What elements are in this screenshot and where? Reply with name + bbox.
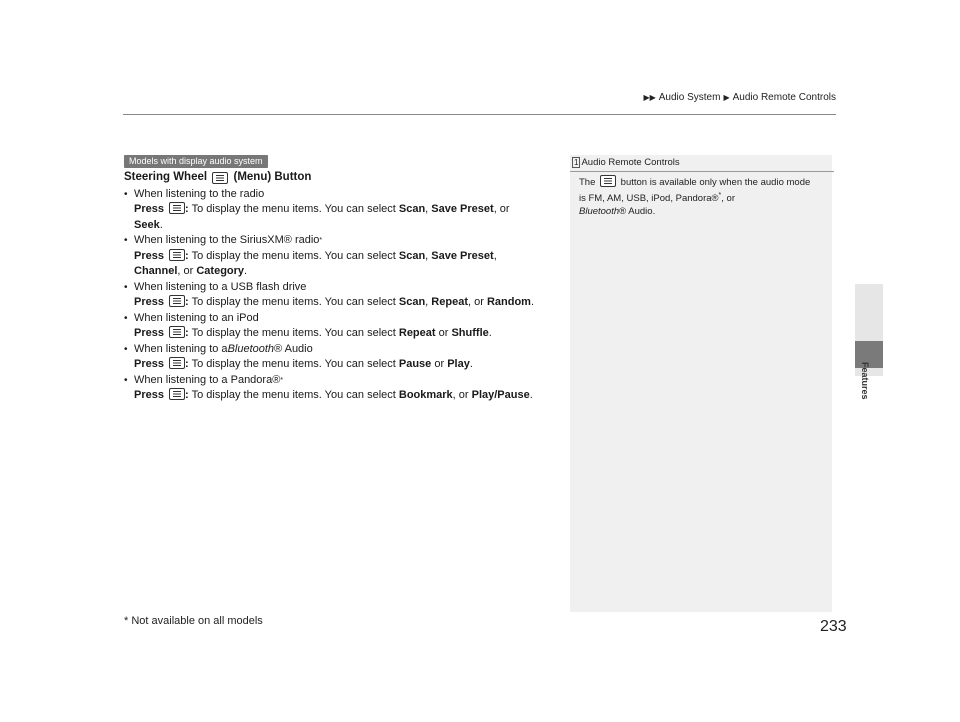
- footnote: * Not available on all models: [124, 615, 263, 627]
- menu-icon: [169, 388, 185, 400]
- press-label: Press: [134, 327, 164, 339]
- list-item: [124, 280, 564, 311]
- item-text: To display the menu items. You can select: [191, 249, 399, 262]
- bullet-icon: •: [124, 343, 128, 355]
- bullet-icon: •: [124, 312, 128, 324]
- option: Save Preset: [431, 249, 494, 262]
- footnote-mark: *: [718, 192, 722, 199]
- separator: .: [529, 389, 533, 401]
- footnote-mark: *: [319, 237, 323, 244]
- bullet-icon: •: [124, 281, 128, 293]
- separator: , or: [467, 296, 487, 308]
- item-condition: When listening to a: [134, 342, 228, 355]
- separator: .: [530, 296, 534, 308]
- menu-icon: [169, 249, 185, 261]
- option: Play/Pause: [471, 389, 530, 401]
- arrow-icon: ▶▶: [643, 93, 656, 102]
- list-item: [124, 233, 564, 280]
- separator: .: [159, 218, 163, 231]
- option: Scan: [398, 249, 426, 262]
- item-text: To display the menu items. You can select: [191, 358, 399, 370]
- press-label: Press: [134, 389, 164, 401]
- bullet-icon: •: [124, 374, 128, 386]
- option: Bookmark: [398, 389, 453, 401]
- item-condition-italic: Bluetooth: [227, 342, 275, 355]
- separator: or: [435, 327, 452, 339]
- arrow-icon: ▶: [723, 93, 730, 102]
- menu-icon: [169, 295, 185, 307]
- section-title: [124, 170, 564, 186]
- menu-icon: [169, 326, 185, 338]
- breadcrumb-part2: Audio Remote Controls: [732, 92, 836, 103]
- sidebar-note: [570, 155, 832, 612]
- bullet-icon: •: [124, 235, 128, 246]
- option: Scan: [398, 203, 426, 215]
- press-label: Press: [134, 203, 164, 215]
- item-condition: When listening to a USB flash drive: [134, 280, 307, 293]
- bullet-icon: •: [124, 188, 128, 200]
- separator: , or: [177, 265, 197, 277]
- title-prefix: Steering Wheel: [124, 171, 208, 183]
- menu-icon: [600, 175, 616, 187]
- title-suffix: (Menu) Button: [233, 171, 312, 183]
- option: Random: [486, 296, 531, 308]
- option: Pause: [398, 358, 432, 370]
- press-label: Press: [134, 249, 164, 262]
- item-condition: When listening to an iPod: [134, 311, 259, 324]
- page-number: 233: [820, 618, 847, 635]
- separator: , or: [493, 203, 510, 215]
- header-rule: [123, 114, 836, 115]
- menu-icon: [212, 172, 228, 184]
- separator: ,: [493, 249, 497, 262]
- separator: , or: [452, 389, 472, 401]
- separator: or: [431, 358, 448, 370]
- note-heading: Audio Remote Controls: [581, 157, 680, 168]
- note-text: The: [579, 177, 596, 188]
- main-content: [124, 170, 564, 404]
- list-item: [124, 342, 564, 373]
- footnote-mark: *: [280, 376, 284, 384]
- option: Repeat: [398, 327, 436, 339]
- list-item: [124, 187, 564, 234]
- menu-icon: [169, 202, 185, 214]
- option: Save Preset: [431, 203, 494, 215]
- separator: ,: [425, 203, 432, 215]
- note-text: , or: [721, 193, 735, 205]
- item-text: To display the menu items. You can select: [191, 203, 399, 215]
- sidebar-heading: [570, 157, 834, 172]
- option: Seek: [134, 218, 160, 231]
- note-italic: Bluetooth: [579, 206, 620, 218]
- note-text: ® Audio.: [619, 206, 656, 218]
- item-text: To display the menu items. You can select: [191, 296, 399, 308]
- separator: .: [469, 358, 473, 370]
- item-condition: When listening to a Pandora®: [134, 373, 281, 386]
- separator: .: [488, 327, 492, 339]
- press-label: Press: [134, 358, 164, 370]
- list-item: [124, 311, 564, 342]
- menu-icon: [169, 357, 185, 369]
- side-tab-label: Features: [860, 362, 870, 400]
- separator: .: [244, 265, 248, 277]
- item-condition-post: ® Audio: [274, 342, 313, 355]
- models-badge: Models with display audio system: [124, 155, 268, 168]
- separator: ,: [425, 249, 432, 262]
- separator: ,: [425, 296, 432, 308]
- option: Shuffle: [451, 327, 489, 339]
- sidebar-body: [579, 175, 819, 218]
- option: Repeat: [431, 296, 468, 308]
- option: Play: [447, 358, 470, 370]
- list-item: [124, 373, 564, 404]
- item-text: To display the menu items. You can select: [191, 389, 399, 401]
- breadcrumb-part1: Audio System: [658, 92, 721, 103]
- item-condition: When listening to the SiriusXM® radio: [134, 234, 320, 246]
- option: Channel: [134, 265, 178, 277]
- option: Scan: [398, 296, 426, 308]
- note-number: 1: [574, 158, 579, 167]
- breadcrumb: [0, 92, 836, 103]
- note-text: button is available only when the audio mode is FM, AM, USB, iPod, Pandora®: [579, 177, 811, 205]
- item-text: To display the menu items. You can select: [191, 327, 399, 339]
- press-label: Press: [134, 296, 164, 308]
- option: Category: [196, 265, 245, 277]
- item-condition: When listening to the radio: [134, 187, 265, 200]
